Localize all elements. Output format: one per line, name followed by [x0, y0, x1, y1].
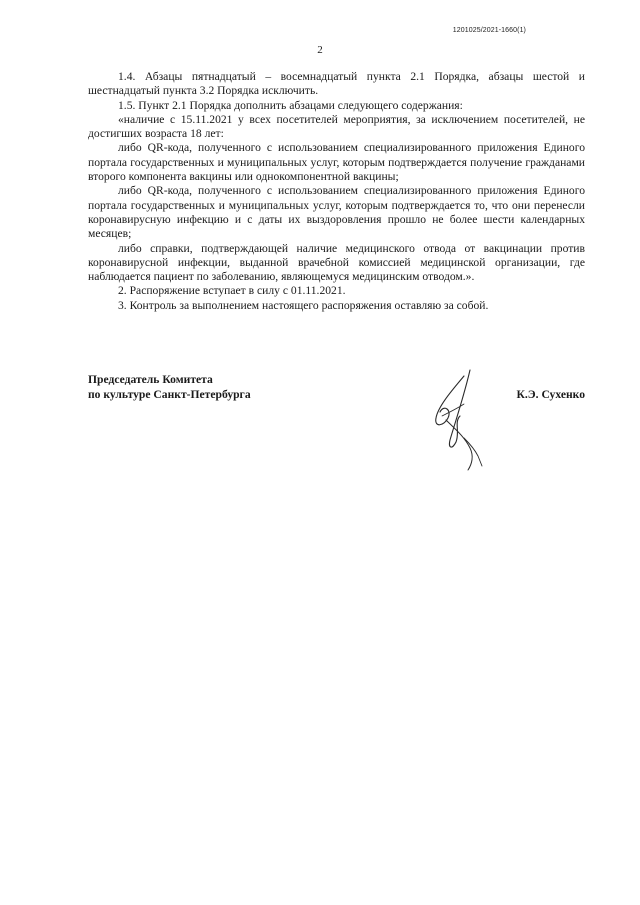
paragraph-medical-exemption: либо справки, подтверждающей наличие медицинского отвода от вакцинации против коронавирусной инфекции, выданной врачебной комиссией медицинской организации, где наблюдается пациент по заболеванию, являющемуся медицинским отводом.».: [88, 241, 585, 284]
handwritten-signature: [424, 366, 496, 474]
paragraph-1-4: 1.4. Абзацы пятнадцатый – восемнадцатый пункта 2.1 Порядка, абзацы шестой и шестнадцатый пункта 3.2 Порядка исключить.: [88, 70, 585, 98]
document-id: 1201025/2021-1660(1): [452, 27, 526, 34]
signer-position: [88, 372, 251, 402]
paragraph-1-5: 1.5. Пункт 2.1 Порядка дополнить абзацами следующего содержания:: [118, 98, 463, 112]
paragraph-qr-vaccination: либо QR-кода, полученного с использованием специализированного приложения Единого портала государственных и муниципальных услуг, которым подтверждается получение гражданами второго компонента вакцины или однокомпонентной вакцины;: [88, 141, 585, 184]
document-body: [88, 70, 585, 313]
signature-block: [88, 372, 585, 492]
signer-position-line-1: Председатель Комитета: [88, 373, 213, 386]
paragraph-qr-recovery: либо QR-кода, полученного с использованием специализированного приложения Единого портала государственных и муниципальных услуг, которым подтверждается то, что они перенесли коронавирусную инфекцию и с даты их выздоровления прошло не более шести календарных месяцев;: [88, 184, 585, 241]
signer-position-line-2: по культуре Санкт-Петербурга: [88, 388, 251, 401]
paragraph-control: 3. Контроль за выполнением настоящего распоряжения оставляю за собой.: [118, 298, 489, 312]
page-number: 2: [317, 44, 323, 56]
paragraph-requirement-intro: «наличие с 15.11.2021 у всех посетителей мероприятия, за исключением посетителей, не достигших возраста 18 лет:: [88, 112, 585, 141]
signer-name: К.Э. Сухенко: [516, 388, 585, 401]
paragraph-effective-date: 2. Распоряжение вступает в силу с 01.11.2021.: [118, 284, 346, 298]
